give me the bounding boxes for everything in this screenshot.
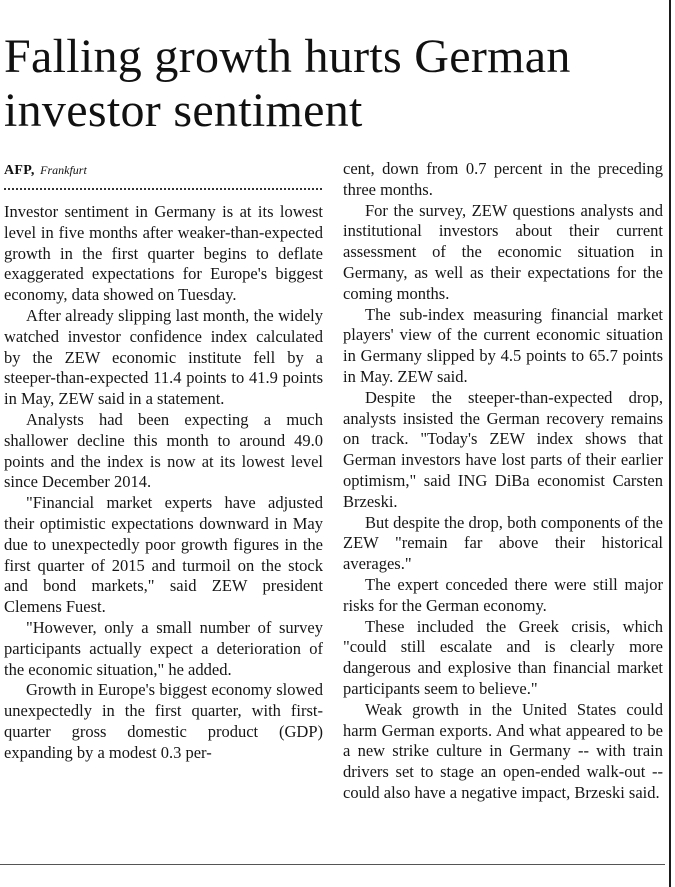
paragraph-continued: cent, down from 0.7 percent in the preceding three months. xyxy=(343,159,663,199)
byline-place: Frankfurt xyxy=(40,163,87,177)
paragraph: Investor sentiment in Germany is at its lowest level in five months after weaker-than-expected growth in the first quarter begins to deflate exaggerated expectations for Europe's biggest economy, data showed on Tuesday. xyxy=(4,202,323,305)
paragraph: Analysts had been expecting a much shallower decline this month to around 49.0 points and the index is now at its lowest level since December 2014. xyxy=(4,409,323,492)
paragraph: But despite the drop, both components of the ZEW "remain far above their historical averages." xyxy=(343,512,663,574)
paragraph: "However, only a small number of survey participants actually expect a deterioration of the economic situation," he added. xyxy=(4,617,323,679)
paragraph: The expert conceded there were still major risks for the German economy. xyxy=(343,574,663,615)
page-edge-rule xyxy=(669,0,671,887)
paragraph: Weak growth in the United States could harm German exports. And what appeared to be a new strike culture in Germany -- with train drivers set to stage an open-ended walk-out -- could also have a negative impact, Brzeski said. xyxy=(343,699,663,802)
paragraph: After already slipping last month, the widely watched investor confidence index calculated by the ZEW economic institute fell by a steeper-than-expected 11.4 points to 41.9 points in May, ZEW said in a statement. xyxy=(4,305,323,409)
headline: Falling growth hurts German investor sentiment xyxy=(4,30,571,137)
byline xyxy=(4,163,87,179)
paragraph: These included the Greek crisis, which "could still escalate and is clearly more dangerous and explosive than financial market participants seem to believe." xyxy=(343,616,663,698)
article-column-2 xyxy=(343,159,663,804)
byline-divider xyxy=(4,188,322,190)
byline-agency: AFP, xyxy=(4,163,35,178)
bottom-rule xyxy=(0,864,665,865)
article-column-1 xyxy=(4,202,323,764)
paragraph: "Financial market experts have adjusted their optimistic expectations downward in May due to unexpectedly poor growth figures in the first quarter of 2015 and turmoil on the stock and bond markets," said ZEW president Clemens Fuest. xyxy=(4,493,323,617)
paragraph: For the survey, ZEW questions analysts and institutional investors about their current assessment of the economic situation in Germany, as well as their expectations for the coming months. xyxy=(343,200,663,303)
paragraph: Despite the steeper-than-expected drop, analysts insisted the German recovery remains on track. "Today's ZEW index shows that German investors have lost parts of their earlier optimism," said ING DiBa economist Carsten Brzeski. xyxy=(343,387,663,511)
paragraph: The sub-index measuring financial market players' view of the current economic situation in Germany slipped by 4.5 points to 65.7 points in May. ZEW said. xyxy=(343,304,663,386)
paragraph: Growth in Europe's biggest economy slowed unexpectedly in the first quarter, with first-quarter gross domestic product (GDP) expanding by a modest 0.3 per- xyxy=(4,680,323,762)
